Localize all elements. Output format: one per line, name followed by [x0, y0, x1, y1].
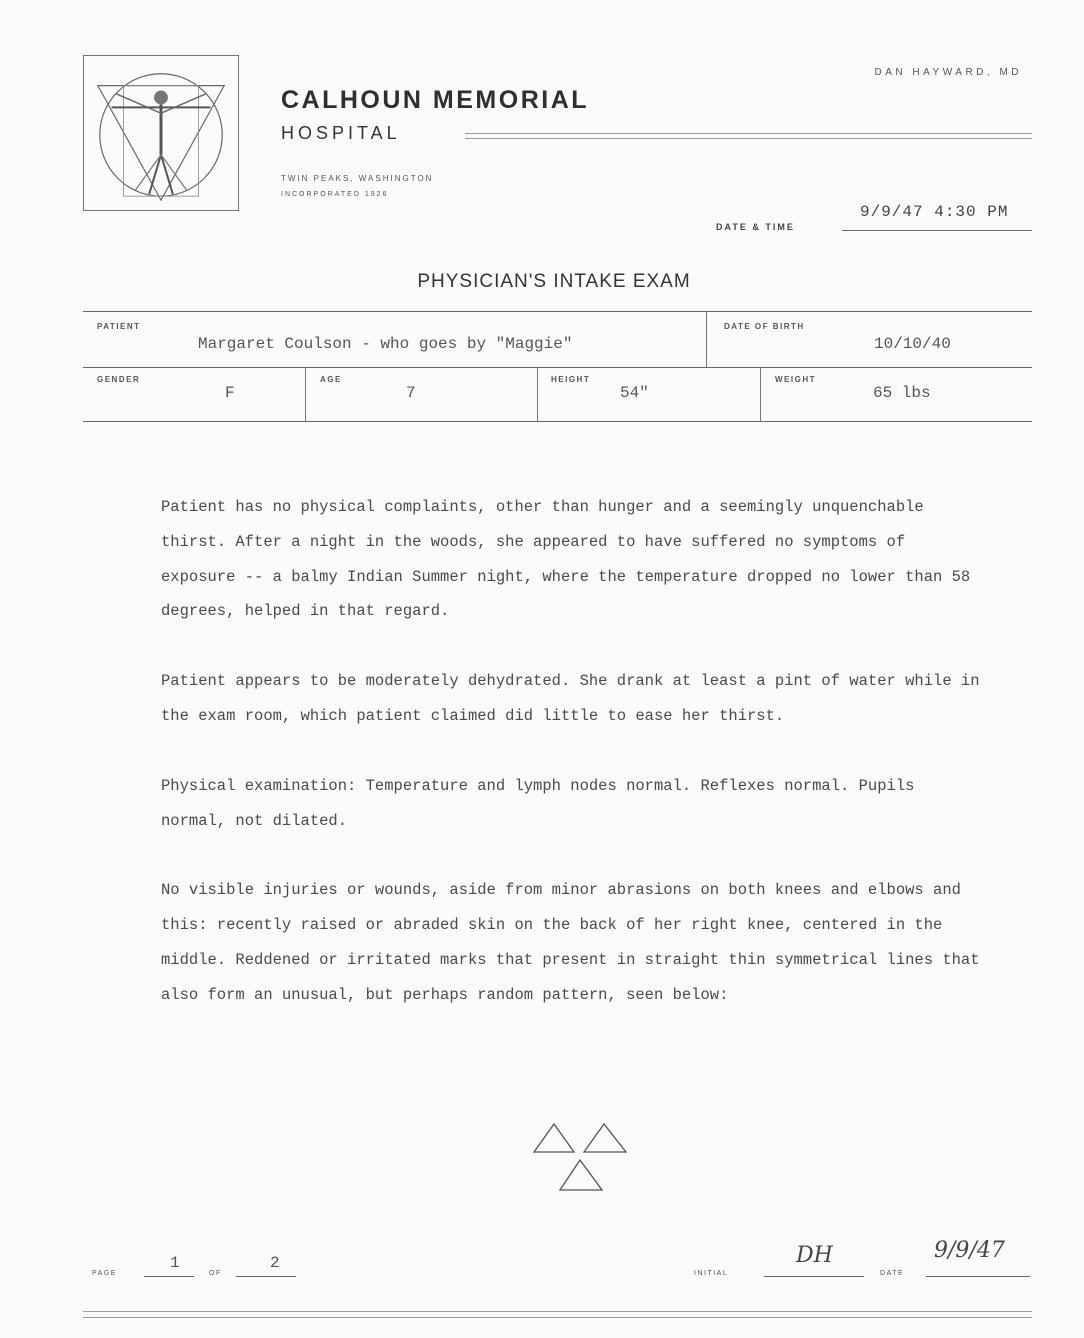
weight-label: WEIGHT	[775, 375, 816, 384]
initial-label: INITIAL	[694, 1270, 729, 1277]
hospital-name: CALHOUN MEMORIAL	[281, 86, 590, 114]
date-time-value: 9/9/47 4:30 PM	[860, 203, 1009, 221]
table-divider	[537, 368, 538, 421]
table-top-border	[83, 311, 1032, 312]
doctor-name: DAN HAYWARD, MD	[874, 67, 1022, 78]
table-bottom-border	[83, 421, 1032, 422]
page-total: 2	[270, 1254, 280, 1272]
gender-value: F	[225, 384, 235, 402]
table-divider	[305, 368, 306, 421]
hospital-subtitle: HOSPITAL	[281, 123, 401, 143]
dob-value: 10/10/40	[874, 335, 951, 353]
table-divider	[706, 312, 707, 367]
form-title: PHYSICIAN'S INTAKE EXAM	[417, 271, 691, 292]
height-value: 54"	[620, 384, 649, 402]
three-triangles-symbol	[528, 1120, 632, 1196]
page-label: PAGE	[92, 1270, 117, 1277]
page-num-line	[144, 1276, 194, 1277]
page-total-line	[236, 1276, 296, 1277]
patient-label: PATIENT	[97, 322, 141, 331]
initial-signature: DH	[796, 1243, 833, 1268]
table-divider	[760, 368, 761, 421]
hospital-incorporated: INCORPORATED 1926	[281, 191, 389, 198]
initial-line	[764, 1276, 864, 1277]
weight-value: 65 lbs	[873, 384, 931, 402]
hospital-logo	[83, 55, 239, 211]
date-time-label: DATE & TIME	[716, 222, 795, 232]
triangle-pattern-icon	[528, 1120, 632, 1196]
exam-paragraph: Patient appears to be moderately dehydrated. She drank at least a pint of water while in the exam room, which patient claimed did little to ease her thirst.	[161, 672, 980, 725]
header-rule	[465, 133, 1032, 139]
age-label: AGE	[320, 375, 342, 384]
dob-label: DATE OF BIRTH	[724, 322, 805, 331]
age-value: 7	[406, 384, 416, 402]
gender-label: GENDER	[97, 375, 141, 384]
exam-paragraph: Physical examination: Temperature and lymph nodes normal. Reflexes normal. Pupils normal, not dilated.	[161, 776, 915, 830]
sign-date-handwritten: 9/9/47	[934, 1238, 1005, 1263]
date-time-line	[842, 230, 1032, 231]
exam-notes	[161, 490, 981, 1048]
table-middle-border	[83, 367, 1032, 368]
exam-paragraph: Patient has no physical complaints, other than hunger and a seemingly unquenchable thirst. After a night in the woods, she appeared to have suffered no symptoms of exposure -- a balmy Indian Summer night, where the temperature dropped no lower than 58 degrees, helped in that regard.	[161, 498, 971, 621]
bottom-rule	[83, 1311, 1032, 1318]
exam-paragraph: No visible injuries or wounds, aside from minor abrasions on both knees and elbows and this: recently raised or abraded skin on the back of her right knee, centered in the middle. Reddened or irritated marks that present in straight thin symmetrical lines that also form an unusual, but perhaps random pattern, seen below:	[161, 881, 980, 1004]
page-number: 1	[170, 1254, 180, 1272]
vitruvian-man-logo-icon	[84, 56, 238, 210]
patient-value: Margaret Coulson - who goes by "Maggie"	[198, 335, 573, 353]
page-of-label: OF	[209, 1270, 222, 1277]
sign-date-label: DATE	[880, 1270, 905, 1277]
height-label: HEIGHT	[551, 375, 591, 384]
sign-date-line	[926, 1276, 1030, 1277]
hospital-location: TWIN PEAKS, WASHINGTON	[281, 174, 434, 183]
